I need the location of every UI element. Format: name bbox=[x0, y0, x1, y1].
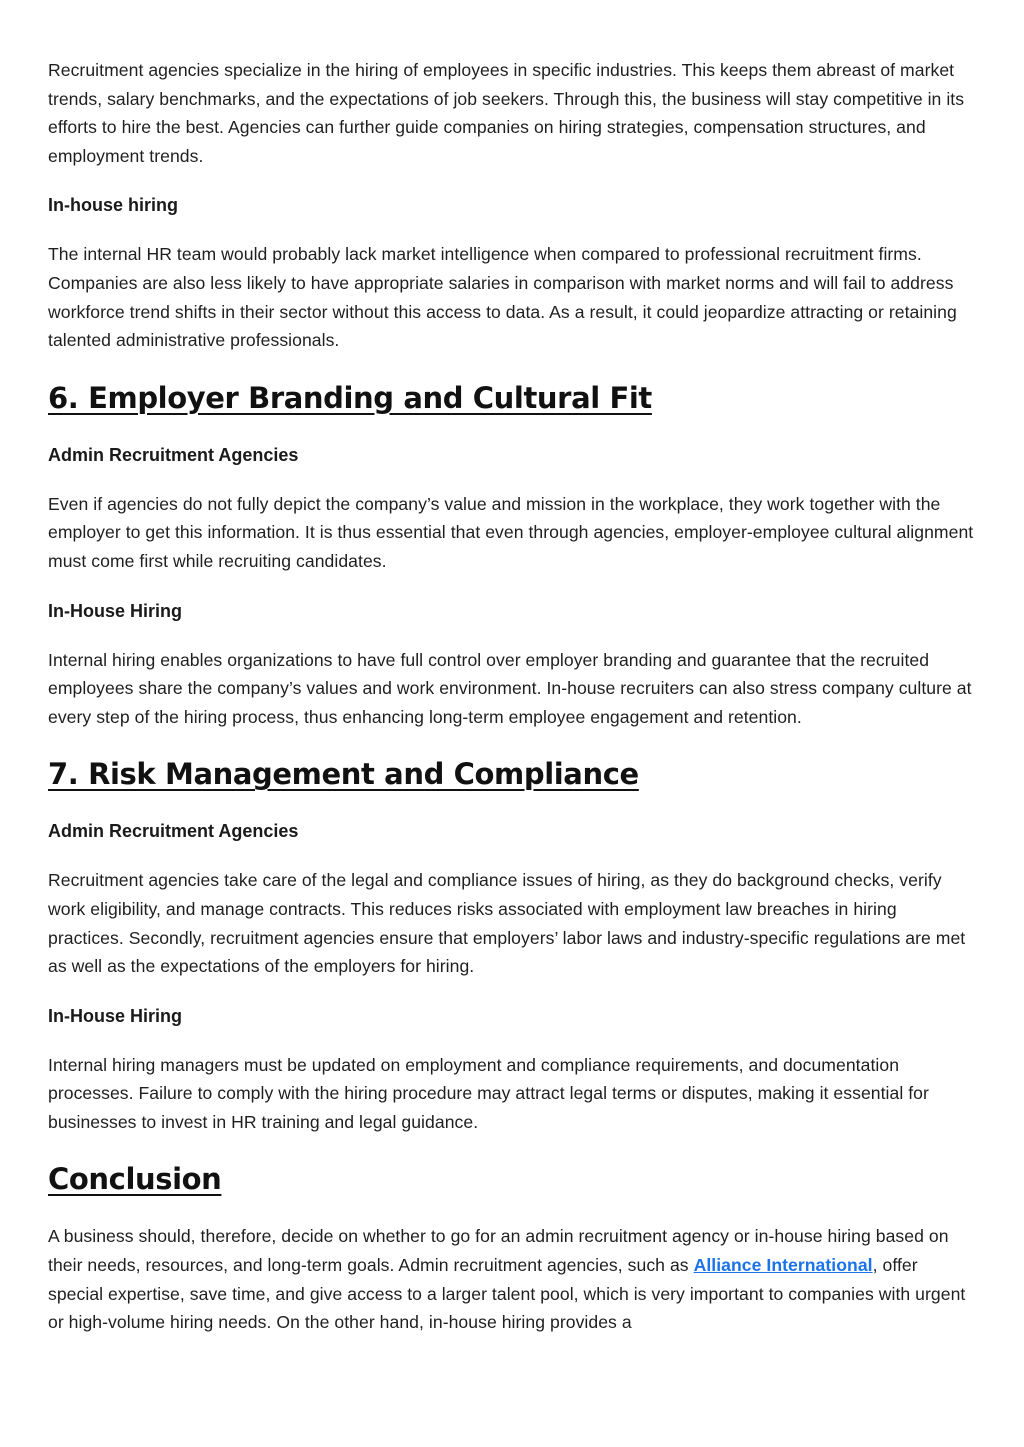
section-7-inhouse-subheading: In-House Hiring bbox=[48, 1005, 182, 1026]
section-6-agency-paragraph: Even if agencies do not fully depict the company’s value and mission in the workplace, they work together with the employer to get this information. It is thus essential that even through agencies, employer-employee cultural alignment must come first while recruiting candidates. bbox=[48, 493, 974, 571]
section-7-agency-paragraph: Recruitment agencies take care of the legal and compliance issues of hiring, as they do background checks, verify work eligibility, and manage contracts. This reduces risks associated with employment law breaches in hiring practices. Secondly, recruitment agencies ensure that employers’ labor laws and industry-specific regulations are met as well as the expectations of the employers for hiring. bbox=[48, 870, 966, 977]
inhouse-hiring-subheading: In-house hiring bbox=[48, 195, 178, 216]
section-7-agency-subheading: Admin Recruitment Agencies bbox=[48, 821, 299, 842]
section-6-agency-subheading: Admin Recruitment Agencies bbox=[48, 444, 299, 465]
conclusion-text-before: A business should, therefore, decide on whether to go for an admin recruitment agency or in-house hiring based on their needs, resources, and long-term goals. Admin recruitment agencies, such as bbox=[48, 1226, 949, 1276]
alliance-international-link[interactable]: Alliance International bbox=[693, 1255, 873, 1276]
intro-paragraph: Recruitment agencies specialize in the hiring of employees in specific industries. This keeps them abreast of market trends, salary benchmarks, and the expectations of job seekers. Through this, the business will stay competitive in its efforts to hire the best. Agencies can further guide companies on hiring strategies, compensation structures, and employment trends. bbox=[48, 60, 965, 166]
section-7-heading: 7. Risk Management and Compliance bbox=[48, 757, 639, 792]
section-7-inhouse-paragraph: Internal hiring managers must be updated on employment and compliance requirements, and documentation processes. Failure to comply with the hiring procedure may attract legal terms or disputes, making it essential for businesses to invest in HR training and legal guidance. bbox=[48, 1054, 929, 1132]
conclusion-text-after: , offer special expertise, save time, and give access to a larger talent pool, which is very important to companies with urgent or high-volume hiring needs. On the other hand, in-house hiring provides a bbox=[48, 1255, 966, 1333]
section-6-heading: 6. Employer Branding and Cultural Fit bbox=[48, 380, 652, 415]
section-6-inhouse-paragraph: Internal hiring enables organizations to have full control over employer branding and guarantee that the recruited employees share the company’s values and work environment. In-house recruiters can also stress company culture at every step of the hiring process, thus enhancing long-term employee engagement and retention. bbox=[48, 649, 972, 727]
document-page bbox=[48, 56, 976, 1337]
inhouse-hiring-paragraph: The internal HR team would probably lack market intelligence when compared to professional recruitment firms. Companies are also less likely to have appropriate salaries in comparison with market norms and will fail to address workforce trend shifts in their sector without this access to data. As a result, it could jeopardize attracting or retaining talented administrative professionals. bbox=[48, 244, 957, 351]
section-6-inhouse-subheading: In-House Hiring bbox=[48, 600, 182, 621]
conclusion-heading: Conclusion bbox=[48, 1162, 222, 1197]
conclusion-paragraph bbox=[48, 1222, 976, 1336]
